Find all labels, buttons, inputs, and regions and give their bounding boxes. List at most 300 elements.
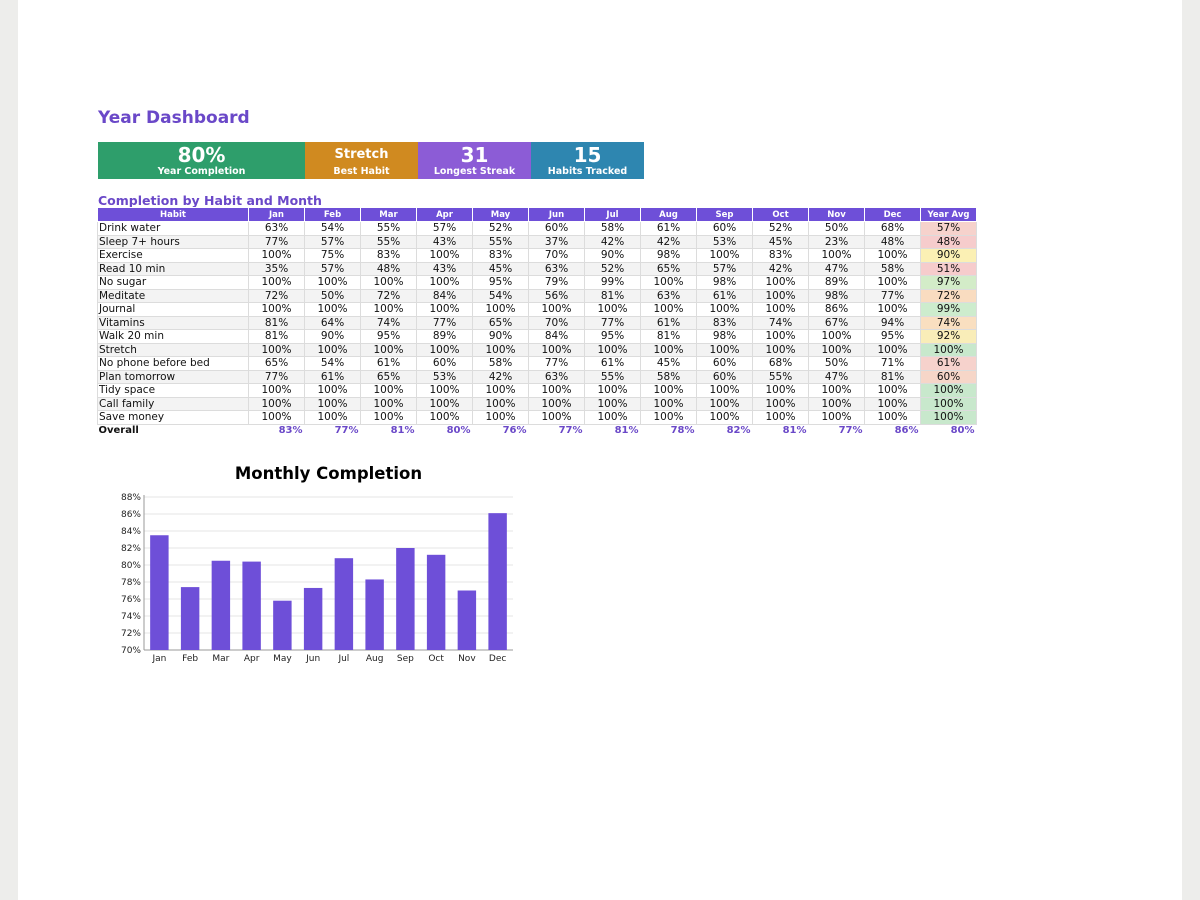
value-cell[interactable]: 72% — [361, 289, 417, 303]
value-cell[interactable]: 100% — [809, 249, 865, 263]
value-cell[interactable]: 100% — [753, 289, 809, 303]
value-cell[interactable]: 77% — [529, 357, 585, 371]
year-avg-cell[interactable]: 99% — [921, 303, 977, 317]
habit-cell[interactable]: Exercise — [98, 249, 249, 263]
x-tick-label: Jan — [152, 654, 167, 664]
value-cell[interactable]: 100% — [809, 411, 865, 425]
kpi-value: 31 — [460, 142, 489, 167]
year-avg-cell[interactable]: 90% — [921, 249, 977, 263]
value-cell[interactable]: 100% — [641, 384, 697, 398]
value-cell[interactable]: 37% — [529, 235, 585, 249]
value-cell[interactable]: 35% — [249, 262, 305, 276]
value-cell[interactable]: 77% — [585, 316, 641, 330]
value-cell[interactable]: 83% — [697, 316, 753, 330]
x-tick-label: Jun — [306, 654, 321, 664]
value-cell[interactable]: 65% — [249, 357, 305, 371]
table-row — [98, 384, 977, 398]
value-cell[interactable]: 100% — [753, 384, 809, 398]
value-cell[interactable]: 89% — [809, 276, 865, 290]
value-cell[interactable]: 100% — [585, 397, 641, 411]
value-cell[interactable]: 100% — [473, 343, 529, 357]
kpi-year-completion — [98, 142, 305, 179]
value-cell[interactable]: 42% — [473, 370, 529, 384]
overall-value: 77% — [334, 424, 359, 436]
value-cell[interactable]: 100% — [809, 343, 865, 357]
value-cell[interactable]: 23% — [809, 235, 865, 249]
value-cell[interactable]: 98% — [697, 330, 753, 344]
value-cell[interactable]: 65% — [361, 370, 417, 384]
overall-value: 78% — [670, 424, 695, 436]
value-cell[interactable]: 100% — [641, 303, 697, 317]
value-cell[interactable]: 100% — [417, 411, 473, 425]
kpi-value: 15 — [573, 142, 602, 167]
kpi-label: Habits Tracked — [547, 165, 628, 177]
value-cell[interactable]: 61% — [585, 357, 641, 371]
value-cell[interactable]: 100% — [753, 343, 809, 357]
column-header[interactable]: Year Avg — [921, 208, 977, 222]
value-cell[interactable]: 94% — [865, 316, 921, 330]
value-cell[interactable]: 100% — [585, 303, 641, 317]
value-cell[interactable]: 83% — [361, 249, 417, 263]
value-cell[interactable]: 55% — [361, 235, 417, 249]
value-cell[interactable]: 60% — [529, 222, 585, 236]
value-cell[interactable]: 47% — [809, 370, 865, 384]
value-cell[interactable]: 47% — [809, 262, 865, 276]
value-cell[interactable]: 100% — [753, 397, 809, 411]
value-cell[interactable]: 100% — [865, 276, 921, 290]
year-avg-cell[interactable]: 74% — [921, 316, 977, 330]
value-cell[interactable]: 100% — [697, 384, 753, 398]
value-cell[interactable]: 52% — [585, 262, 641, 276]
value-cell[interactable]: 57% — [697, 262, 753, 276]
value-cell[interactable]: 42% — [585, 235, 641, 249]
y-tick-label: 74% — [120, 612, 141, 622]
habit-cell[interactable]: No phone before bed — [98, 357, 249, 371]
value-cell[interactable]: 71% — [865, 357, 921, 371]
value-cell[interactable]: 74% — [361, 316, 417, 330]
year-avg-cell[interactable]: 72% — [921, 289, 977, 303]
bar-dec — [488, 513, 506, 650]
value-cell[interactable]: 90% — [585, 249, 641, 263]
value-cell[interactable]: 100% — [305, 397, 361, 411]
y-tick-label: 82% — [120, 544, 141, 554]
value-cell[interactable]: 83% — [473, 249, 529, 263]
kpi-label: Longest Streak — [433, 165, 516, 177]
value-cell[interactable]: 43% — [417, 262, 473, 276]
year-avg-cell[interactable]: 60% — [921, 370, 977, 384]
overall-value: 80% — [446, 424, 471, 436]
overall-row — [98, 424, 977, 437]
value-cell[interactable]: 100% — [417, 397, 473, 411]
overall-value: 86% — [894, 424, 919, 436]
value-cell[interactable]: 100% — [697, 303, 753, 317]
column-header[interactable]: Mar — [361, 208, 417, 222]
value-cell[interactable]: 100% — [641, 343, 697, 357]
table-row — [98, 397, 977, 411]
column-header[interactable]: Feb — [305, 208, 361, 222]
value-cell[interactable]: 68% — [865, 222, 921, 236]
overall-value: 81% — [614, 424, 639, 436]
value-cell[interactable]: 81% — [585, 289, 641, 303]
value-cell[interactable]: 100% — [697, 397, 753, 411]
value-cell[interactable]: 100% — [641, 397, 697, 411]
kpi-value: Stretch — [334, 146, 389, 162]
value-cell[interactable]: 100% — [249, 397, 305, 411]
value-cell[interactable]: 100% — [305, 303, 361, 317]
value-cell[interactable]: 100% — [697, 343, 753, 357]
table-row — [98, 303, 977, 317]
year-avg-cell[interactable]: 100% — [921, 343, 977, 357]
bar-may — [273, 601, 291, 650]
value-cell[interactable]: 100% — [305, 276, 361, 290]
value-cell[interactable]: 100% — [305, 384, 361, 398]
value-cell[interactable]: 100% — [361, 411, 417, 425]
column-header[interactable]: Aug — [641, 208, 697, 222]
value-cell[interactable]: 100% — [473, 397, 529, 411]
value-cell[interactable]: 58% — [585, 222, 641, 236]
value-cell[interactable]: 77% — [417, 316, 473, 330]
value-cell[interactable]: 100% — [361, 343, 417, 357]
habit-cell[interactable]: Meditate — [98, 289, 249, 303]
y-tick-label: 76% — [120, 595, 141, 605]
value-cell[interactable]: 100% — [753, 276, 809, 290]
value-cell[interactable]: 100% — [585, 343, 641, 357]
kpi-habits-tracked — [531, 142, 644, 179]
value-cell[interactable]: 65% — [473, 316, 529, 330]
value-cell[interactable]: 72% — [249, 289, 305, 303]
year-avg-cell[interactable]: 51% — [921, 262, 977, 276]
kpi-row — [98, 142, 644, 179]
value-cell[interactable]: 90% — [473, 330, 529, 344]
value-cell[interactable]: 81% — [641, 330, 697, 344]
value-cell[interactable]: 77% — [249, 370, 305, 384]
value-cell[interactable]: 70% — [529, 249, 585, 263]
value-cell[interactable]: 95% — [585, 330, 641, 344]
year-avg-cell[interactable]: 92% — [921, 330, 977, 344]
spreadsheet-canvas — [18, 0, 1182, 900]
table-row — [98, 262, 977, 276]
habit-month-table — [97, 207, 977, 437]
overall-value: 77% — [838, 424, 863, 436]
table-row — [98, 343, 977, 357]
column-header[interactable]: Jun — [529, 208, 585, 222]
value-cell[interactable]: 100% — [697, 249, 753, 263]
value-cell[interactable]: 54% — [305, 357, 361, 371]
value-cell[interactable]: 63% — [249, 222, 305, 236]
value-cell[interactable]: 58% — [865, 262, 921, 276]
column-header[interactable]: Apr — [417, 208, 473, 222]
value-cell[interactable]: 100% — [249, 276, 305, 290]
value-cell[interactable]: 45% — [753, 235, 809, 249]
value-cell[interactable]: 79% — [529, 276, 585, 290]
value-cell[interactable]: 58% — [641, 370, 697, 384]
x-tick-label: Nov — [458, 654, 476, 664]
value-cell[interactable]: 95% — [361, 330, 417, 344]
column-header[interactable]: May — [473, 208, 529, 222]
value-cell[interactable]: 83% — [753, 249, 809, 263]
value-cell[interactable]: 100% — [529, 343, 585, 357]
value-cell[interactable]: 61% — [361, 357, 417, 371]
column-header[interactable]: Habit — [98, 208, 249, 222]
habit-cell[interactable]: Read 10 min — [98, 262, 249, 276]
overall-value: 77% — [558, 424, 583, 436]
overall-value: 81% — [390, 424, 415, 436]
value-cell[interactable]: 98% — [697, 276, 753, 290]
table-row — [98, 370, 977, 384]
column-header[interactable]: Jan — [249, 208, 305, 222]
x-tick-label: Jul — [338, 654, 350, 664]
value-cell[interactable]: 100% — [585, 384, 641, 398]
table-title: Completion by Habit and Month — [98, 193, 322, 208]
value-cell[interactable]: 43% — [417, 235, 473, 249]
value-cell[interactable]: 55% — [361, 222, 417, 236]
bar-jan — [150, 535, 168, 650]
column-header[interactable]: Sep — [697, 208, 753, 222]
value-cell[interactable]: 55% — [753, 370, 809, 384]
value-cell[interactable]: 100% — [305, 411, 361, 425]
value-cell[interactable]: 61% — [305, 370, 361, 384]
x-tick-label: Oct — [428, 654, 444, 664]
value-cell[interactable]: 53% — [417, 370, 473, 384]
bar-nov — [458, 591, 476, 651]
bar-feb — [181, 587, 199, 650]
kpi-best-habit — [305, 142, 418, 179]
value-cell[interactable]: 63% — [641, 289, 697, 303]
value-cell[interactable]: 42% — [753, 262, 809, 276]
value-cell[interactable]: 90% — [305, 330, 361, 344]
value-cell[interactable]: 100% — [473, 303, 529, 317]
value-cell[interactable]: 81% — [249, 316, 305, 330]
value-cell[interactable]: 48% — [361, 262, 417, 276]
value-cell[interactable]: 77% — [865, 289, 921, 303]
habit-cell[interactable]: Drink water — [98, 222, 249, 236]
value-cell[interactable]: 100% — [865, 343, 921, 357]
value-cell[interactable]: 100% — [529, 303, 585, 317]
column-header[interactable]: Dec — [865, 208, 921, 222]
value-cell[interactable]: 100% — [809, 384, 865, 398]
habit-cell[interactable]: Vitamins — [98, 316, 249, 330]
value-cell[interactable]: 100% — [473, 384, 529, 398]
value-cell[interactable]: 57% — [417, 222, 473, 236]
value-cell[interactable]: 61% — [641, 316, 697, 330]
value-cell[interactable]: 100% — [753, 411, 809, 425]
value-cell[interactable]: 84% — [417, 289, 473, 303]
value-cell[interactable]: 55% — [473, 235, 529, 249]
value-cell[interactable]: 61% — [641, 222, 697, 236]
bar-sep — [396, 548, 414, 650]
value-cell[interactable]: 100% — [249, 384, 305, 398]
habit-cell[interactable]: Call family — [98, 397, 249, 411]
habit-cell[interactable]: Plan tomorrow — [98, 370, 249, 384]
value-cell[interactable]: 100% — [417, 343, 473, 357]
y-tick-label: 86% — [120, 510, 141, 520]
value-cell[interactable]: 60% — [697, 370, 753, 384]
habit-cell[interactable]: Sleep 7+ hours — [98, 235, 249, 249]
value-cell[interactable]: 100% — [865, 249, 921, 263]
x-tick-label: Feb — [182, 654, 199, 664]
bar-jul — [335, 558, 353, 650]
value-cell[interactable]: 50% — [305, 289, 361, 303]
x-tick-label: May — [273, 654, 292, 664]
value-cell[interactable]: 100% — [865, 397, 921, 411]
value-cell[interactable]: 81% — [249, 330, 305, 344]
overall-value: 76% — [502, 424, 527, 436]
column-header[interactable]: Nov — [809, 208, 865, 222]
value-cell[interactable]: 63% — [529, 262, 585, 276]
value-cell[interactable]: 54% — [305, 222, 361, 236]
value-cell[interactable]: 77% — [249, 235, 305, 249]
value-cell[interactable]: 60% — [697, 357, 753, 371]
value-cell[interactable]: 64% — [305, 316, 361, 330]
value-cell[interactable]: 55% — [585, 370, 641, 384]
value-cell[interactable]: 100% — [753, 303, 809, 317]
value-cell[interactable]: 65% — [641, 262, 697, 276]
value-cell[interactable]: 48% — [865, 235, 921, 249]
column-header[interactable]: Oct — [753, 208, 809, 222]
value-cell[interactable]: 67% — [809, 316, 865, 330]
value-cell[interactable]: 52% — [473, 222, 529, 236]
habit-cell[interactable]: Walk 20 min — [98, 330, 249, 344]
table-row — [98, 222, 977, 236]
year-avg-cell[interactable]: 100% — [921, 384, 977, 398]
value-cell[interactable]: 100% — [361, 303, 417, 317]
value-cell[interactable]: 74% — [753, 316, 809, 330]
year-avg-cell[interactable]: 97% — [921, 276, 977, 290]
overall-value: 82% — [726, 424, 751, 436]
value-cell[interactable]: 100% — [641, 411, 697, 425]
habit-cell[interactable]: No sugar — [98, 276, 249, 290]
y-tick-label: 72% — [120, 629, 141, 639]
value-cell[interactable]: 99% — [585, 276, 641, 290]
value-cell[interactable]: 68% — [753, 357, 809, 371]
value-cell[interactable]: 45% — [641, 357, 697, 371]
value-cell[interactable]: 100% — [249, 249, 305, 263]
table-row — [98, 357, 977, 371]
value-cell[interactable]: 100% — [417, 384, 473, 398]
value-cell[interactable]: 100% — [809, 330, 865, 344]
year-avg-cell[interactable]: 48% — [921, 235, 977, 249]
value-cell[interactable]: 100% — [641, 276, 697, 290]
kpi-label: Best Habit — [333, 165, 390, 177]
value-cell[interactable]: 84% — [529, 330, 585, 344]
value-cell[interactable]: 45% — [473, 262, 529, 276]
value-cell[interactable]: 50% — [809, 222, 865, 236]
column-header[interactable]: Jul — [585, 208, 641, 222]
value-cell[interactable]: 100% — [865, 411, 921, 425]
y-tick-label: 80% — [120, 561, 141, 571]
value-cell[interactable]: 100% — [473, 411, 529, 425]
value-cell[interactable]: 100% — [417, 276, 473, 290]
value-cell[interactable]: 58% — [473, 357, 529, 371]
value-cell[interactable]: 95% — [865, 330, 921, 344]
value-cell[interactable]: 81% — [865, 370, 921, 384]
y-tick-label: 88% — [120, 493, 141, 503]
value-cell[interactable]: 89% — [417, 330, 473, 344]
value-cell[interactable]: 100% — [809, 397, 865, 411]
value-cell[interactable]: 60% — [417, 357, 473, 371]
value-cell[interactable]: 100% — [361, 384, 417, 398]
habit-cell[interactable]: Stretch — [98, 343, 249, 357]
x-tick-label: Dec — [488, 654, 507, 664]
x-tick-label: Mar — [212, 654, 230, 664]
year-avg-cell[interactable]: 57% — [921, 222, 977, 236]
value-cell[interactable]: 100% — [697, 411, 753, 425]
value-cell[interactable]: 86% — [809, 303, 865, 317]
bar-apr — [242, 562, 260, 650]
table-row — [98, 330, 977, 344]
value-cell[interactable]: 100% — [529, 397, 585, 411]
value-cell[interactable]: 100% — [249, 303, 305, 317]
table-row — [98, 235, 977, 249]
x-tick-label: Apr — [243, 654, 260, 664]
year-avg-cell[interactable]: 100% — [921, 397, 977, 411]
value-cell[interactable]: 100% — [753, 330, 809, 344]
year-avg-cell[interactable]: 100% — [921, 411, 977, 425]
kpi-label: Year Completion — [157, 165, 246, 177]
value-cell[interactable]: 100% — [417, 303, 473, 317]
value-cell[interactable]: 50% — [809, 357, 865, 371]
bar-oct — [427, 555, 445, 650]
value-cell[interactable]: 63% — [529, 370, 585, 384]
value-cell[interactable]: 61% — [697, 289, 753, 303]
value-cell[interactable]: 100% — [417, 249, 473, 263]
value-cell[interactable]: 100% — [361, 397, 417, 411]
value-cell[interactable]: 100% — [865, 303, 921, 317]
value-cell[interactable]: 42% — [641, 235, 697, 249]
value-cell[interactable]: 98% — [641, 249, 697, 263]
value-cell[interactable]: 100% — [305, 343, 361, 357]
x-tick-label: Aug — [365, 654, 384, 664]
table-row — [98, 411, 977, 425]
value-cell[interactable]: 75% — [305, 249, 361, 263]
value-cell[interactable]: 57% — [305, 235, 361, 249]
value-cell[interactable]: 53% — [697, 235, 753, 249]
value-cell[interactable]: 70% — [529, 316, 585, 330]
value-cell[interactable]: 100% — [529, 411, 585, 425]
y-tick-label: 78% — [120, 578, 141, 588]
habit-cell[interactable]: Tidy space — [98, 384, 249, 398]
overall-value: 81% — [782, 424, 807, 436]
chart-title: Monthly Completion — [234, 464, 423, 483]
value-cell[interactable]: 100% — [249, 411, 305, 425]
table-row — [98, 316, 977, 330]
overall-avg: 80% — [950, 424, 975, 436]
page-title: Year Dashboard — [98, 108, 250, 128]
bar-mar — [212, 561, 230, 650]
value-cell[interactable]: 56% — [529, 289, 585, 303]
value-cell[interactable]: 100% — [585, 411, 641, 425]
overall-value: 83% — [278, 424, 303, 436]
value-cell[interactable]: 98% — [809, 289, 865, 303]
value-cell[interactable]: 57% — [305, 262, 361, 276]
value-cell[interactable]: 60% — [697, 222, 753, 236]
value-cell[interactable]: 52% — [753, 222, 809, 236]
value-cell[interactable]: 100% — [865, 384, 921, 398]
value-cell[interactable]: 100% — [361, 276, 417, 290]
overall-label: Overall — [98, 424, 139, 436]
year-avg-cell[interactable]: 61% — [921, 357, 977, 371]
bar-aug — [365, 579, 383, 650]
monthly-completion-chart — [98, 458, 518, 670]
value-cell[interactable]: 95% — [473, 276, 529, 290]
x-tick-label: Sep — [396, 654, 414, 664]
habit-cell[interactable]: Journal — [98, 303, 249, 317]
value-cell[interactable]: 100% — [249, 343, 305, 357]
habit-cell[interactable]: Save money — [98, 411, 249, 425]
value-cell[interactable]: 100% — [529, 384, 585, 398]
bar-jun — [304, 588, 322, 650]
value-cell[interactable]: 54% — [473, 289, 529, 303]
